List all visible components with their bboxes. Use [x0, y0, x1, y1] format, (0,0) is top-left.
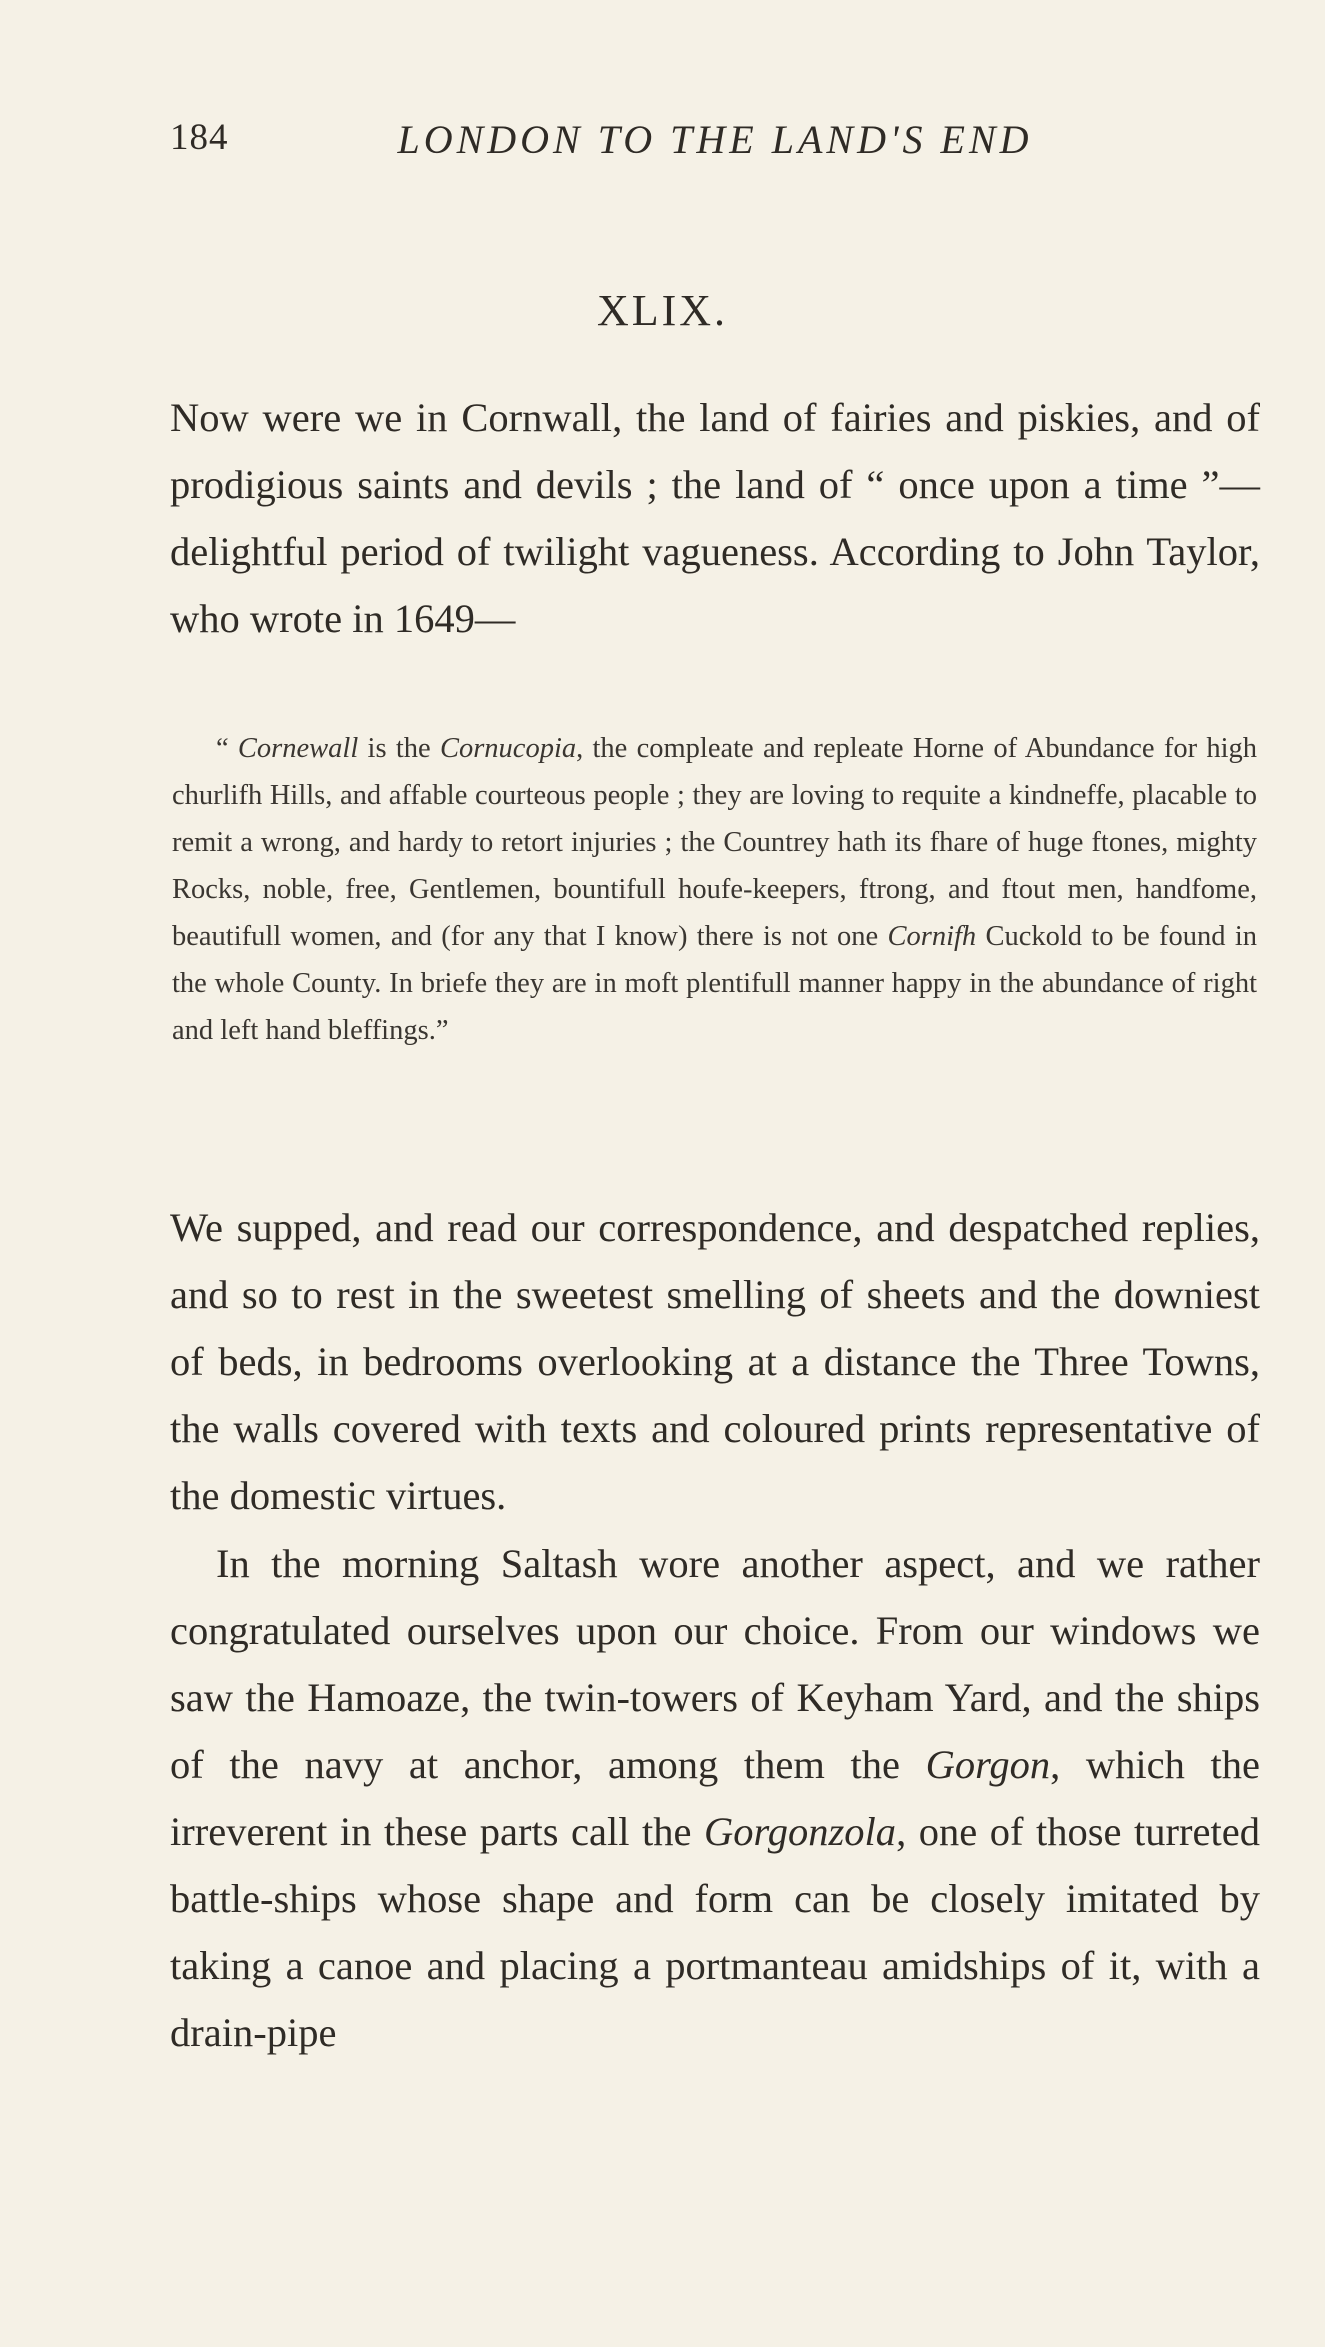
morning-text-a: In the morning Saltash wore another aspect, and we rather congratulated ourselves upon our choice. From our windows we saw the Hamoaze, the twin-towers of Keyham Yard, and the ships of the navy at anchor, among them the — [170, 1541, 1260, 1787]
quote-text-b: , the compleate and repleate Horne of Abundance for high churlifh Hills, and affable courteous people ; they are loving to requite a kindneffe, placable to remit a wrong, and hardy to retort injuries ; the Countrey hath its fhare of huge ftones, mighty Rocks, noble, free, Gentlemen, bountifull houfe-keepers, ftrong, and ftout men, handfome, beautifull women, and (for any that I know) there is not one — [172, 733, 1257, 952]
quote-italic-cornish: Cornifh — [887, 921, 977, 952]
quote-italic-cornucopia: Cornucopia — [439, 733, 577, 764]
quote-italic-cornewall: Cornewall — [237, 733, 359, 764]
page-number: 184 — [170, 117, 229, 158]
ship-name-gorgon: Gorgon — [925, 1742, 1051, 1787]
paragraph-intro: Now were we in Cornwall, the land of fairies and piskies, and of prodigious saints and devils ; the land of “ once upon a time ”—delightful period of twilight vagueness. According to John Taylor, who wrote in 1649— — [170, 395, 1260, 641]
running-title: LONDON TO THE LAND'S END — [397, 117, 1033, 162]
block-quote-john-taylor — [172, 725, 1257, 1054]
page-header — [170, 116, 1260, 176]
quote-open-mark: “ — [216, 733, 238, 764]
morning-text-b: , which the irreverent in these parts call the — [170, 1742, 1260, 1854]
chapter-heading: XLIX. — [596, 286, 729, 335]
quote-text-a: is the — [358, 733, 440, 764]
morning-text-c: , one of those turreted battle-ships whose shape and form can be closely imitated by taking a canoe and placing a portmanteau amidships of it, with a drain-pipe — [170, 1809, 1260, 2055]
paragraph-supper: We supped, and read our correspondence, and despatched replies, and so to rest in the sweetest smelling of sheets and the downiest of beds, in bedrooms overlooking at a distance the Three Towns, the walls covered with texts and coloured prints representative of the domestic virtues. — [170, 1205, 1260, 1518]
paragraph-morning — [170, 1530, 1260, 2066]
quote-text-c: Cuckold to be found in the whole County. In briefe they are in moft plentifull manner happy in the abundance of right and left hand bleffings.” — [172, 921, 1257, 1046]
ship-nickname-gorgonzola: Gorgonzola — [704, 1809, 897, 1854]
